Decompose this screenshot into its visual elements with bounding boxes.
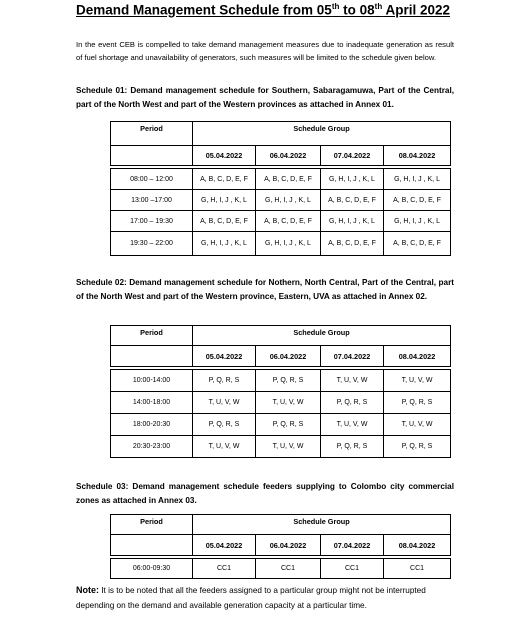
table-row — [111, 190, 451, 211]
group-cell: A, B, C, D, E, F — [321, 190, 384, 211]
table-row — [111, 414, 451, 436]
group-cell: P, Q, R, S — [193, 414, 256, 436]
table-row — [111, 211, 451, 232]
group-cell: G, H, I, J , K, L — [321, 211, 384, 232]
table-row — [111, 169, 451, 190]
group-cell: P, Q, R, S — [193, 370, 256, 392]
group-cell: A, B, C, D, E, F — [193, 169, 256, 190]
group-cell: CC1 — [193, 559, 256, 579]
group-cell: P, Q, R, S — [256, 370, 321, 392]
date-header: 08.04.2022 — [384, 346, 451, 367]
date-header: 06.04.2022 — [256, 346, 321, 367]
schedule-01-table — [110, 121, 451, 256]
date-header: 05.04.2022 — [193, 346, 256, 367]
table-row — [111, 436, 451, 458]
period-cell: 20:30-23:00 — [111, 436, 193, 458]
group-cell: P, Q, R, S — [384, 436, 451, 458]
group-cell: CC1 — [321, 559, 384, 579]
period-cell: 18:00-20:30 — [111, 414, 193, 436]
schedule-02-heading: Schedule 02: Demand management schedule for Nothern, North Central, Part of the Central, part of the North West and part of the Western province, Eastern, UVA as attached in Annex 02. — [76, 278, 454, 301]
note-paragraph — [76, 583, 456, 613]
group-cell: T, U, V, W — [256, 392, 321, 414]
intro-paragraph: In the event CEB is compelled to take demand management measures due to inadequate generation as result of fuel shortage and unavailability of generators, such measures will be limited to the schedule given below. — [76, 40, 454, 62]
group-cell: A, B, C, D, E, F — [384, 232, 451, 256]
group-cell: T, U, V, W — [193, 436, 256, 458]
group-cell: A, B, C, D, E, F — [321, 232, 384, 256]
schedule-01-heading: Schedule 01: Demand management schedule for Southern, Sabaragamuwa, Part of the Central, part of the North West and part of the Western provinces as attached in Annex 01. — [76, 86, 454, 109]
schedule-group-header: Schedule Group — [193, 515, 451, 535]
date-header: 07.04.2022 — [321, 146, 384, 166]
group-cell: T, U, V, W — [193, 392, 256, 414]
date-header: 08.04.2022 — [384, 146, 451, 166]
period-header: Period — [111, 515, 193, 535]
table-row — [111, 370, 451, 392]
group-cell: CC1 — [256, 559, 321, 579]
date-header: 05.04.2022 — [193, 535, 256, 556]
group-cell: G, H, I, J , K, L — [256, 190, 321, 211]
group-cell: G, H, I, J , K, L — [384, 211, 451, 232]
empty-cell — [111, 146, 193, 166]
group-cell: T, U, V, W — [384, 414, 451, 436]
date-header: 05.04.2022 — [193, 146, 256, 166]
group-cell: G, H, I, J , K, L — [321, 169, 384, 190]
group-cell: CC1 — [384, 559, 451, 579]
date-header: 06.04.2022 — [256, 146, 321, 166]
group-cell: T, U, V, W — [321, 414, 384, 436]
document-title: Demand Management Schedule from 05th to 08th April 2022 — [76, 2, 451, 18]
period-cell: 13:00 –17:00 — [111, 190, 193, 211]
schedule-02-table — [110, 325, 451, 458]
table-row — [111, 232, 451, 256]
date-header: 06.04.2022 — [256, 535, 321, 556]
empty-cell — [111, 346, 193, 367]
group-cell: P, Q, R, S — [321, 436, 384, 458]
group-cell: T, U, V, W — [321, 370, 384, 392]
date-header: 07.04.2022 — [321, 535, 384, 556]
period-cell: 06:00-09:30 — [111, 559, 193, 579]
period-cell: 14:00-18:00 — [111, 392, 193, 414]
date-header: 07.04.2022 — [321, 346, 384, 367]
period-cell: 17:00 – 19:30 — [111, 211, 193, 232]
group-cell: P, Q, R, S — [256, 414, 321, 436]
empty-cell — [111, 535, 193, 556]
note-text: It is to be noted that all the feeders assigned to a particular group might not be interrupted depending on the demand and available generation capacity at a particular time. — [76, 586, 426, 610]
date-header: 08.04.2022 — [384, 535, 451, 556]
group-cell: G, H, I, J , K, L — [193, 232, 256, 256]
schedule-group-header: Schedule Group — [193, 326, 451, 346]
period-header: Period — [111, 122, 193, 146]
group-cell: A, B, C, D, E, F — [384, 190, 451, 211]
group-cell: A, B, C, D, E, F — [193, 211, 256, 232]
schedule-group-header: Schedule Group — [193, 122, 451, 146]
group-cell: T, U, V, W — [256, 436, 321, 458]
period-cell: 19:30 – 22:00 — [111, 232, 193, 256]
schedule-03-table — [110, 514, 451, 579]
period-header: Period — [111, 326, 193, 346]
group-cell: G, H, I, J , K, L — [193, 190, 256, 211]
group-cell: G, H, I, J , K, L — [384, 169, 451, 190]
period-cell: 08:00 – 12:00 — [111, 169, 193, 190]
group-cell: P, Q, R, S — [384, 392, 451, 414]
schedule-03-heading: Schedule 03: Demand management schedule feeders supplying to Colombo city commercial zones as attached in Annex 03. — [76, 482, 454, 505]
group-cell: P, Q, R, S — [321, 392, 384, 414]
table-row — [111, 559, 451, 579]
group-cell: A, B, C, D, E, F — [256, 211, 321, 232]
table-row — [111, 392, 451, 414]
period-cell: 10:00-14:00 — [111, 370, 193, 392]
note-label: Note: — [76, 585, 99, 595]
group-cell: A, B, C, D, E, F — [256, 169, 321, 190]
group-cell: G, H, I, J , K, L — [256, 232, 321, 256]
group-cell: T, U, V, W — [384, 370, 451, 392]
